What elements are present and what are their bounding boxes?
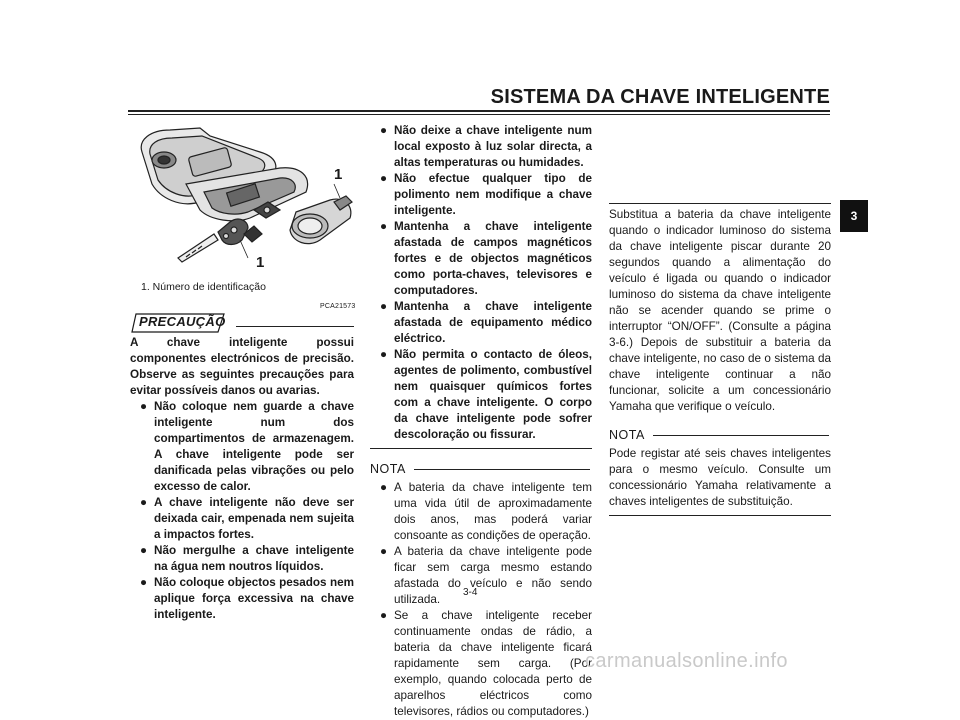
note-1-list [370, 480, 592, 720]
note-2-text: Pode registar até seis chaves inteligentes para o mesmo veículo. Consulte um concessionário Yamaha relativamente a chaves inteligentes de substituição. [609, 447, 831, 508]
figure-caption: 1. Número de identificação [141, 281, 266, 293]
caution-code: PCA21573 [320, 303, 356, 310]
list-item: ● Não coloque objectos pesados nem aplique força excessiva na chave inteligente. [140, 576, 354, 621]
caution-list-b [370, 123, 592, 443]
list-item: ● A bateria da chave inteligente tem uma vida útil de aproximadamente dois anos, mas poderá variar consoante as condições de operação. [380, 481, 592, 542]
battery-replace-text: Substitua a bateria da chave inteligente quando o indicador luminoso do sistema da chave inteligente piscar durante 20 segundos quando a alimentação do veículo é ligada ou quando o indicador luminoso do sistema da chave inteligente não se acender quando se prime o interruptor “ON/OFF”. (Consulte a página 3-6.) Depois de substituir a bateria da chave inteligente, no caso de o sistema da chave inteligente continuar a não funcionar, solicite a um concessionário Yamaha que verifique o veículo. [609, 208, 831, 413]
watermark: carmanualsonline.info [585, 650, 788, 672]
note-2-header [609, 427, 831, 443]
bullet-icon: ● [380, 124, 388, 137]
page-title: SISTEMA DA CHAVE INTELIGENTE [490, 86, 830, 108]
note-2-end-rule [609, 515, 831, 516]
caution-badge-label: PRECAUÇÃO [139, 314, 226, 329]
caution-list-a [130, 399, 354, 623]
bullet-icon: ● [140, 400, 148, 413]
title-divider-secondary [128, 114, 830, 115]
bullet-icon: ● [380, 172, 388, 185]
caution-intro: A chave inteligente possui componentes electrónicos de precisão. Observe as seguintes precauções para evitar possíveis danos ou avarias. [130, 336, 354, 397]
bullet-icon: ● [380, 609, 388, 622]
chapter-tab: 3 [840, 200, 868, 232]
note-1-end-rule [609, 203, 831, 204]
list-item: ● Não coloque nem guarde a chave inteligente num dos compartimentos de armazenagem. A chave inteligente pode ser danificada pelas vibrações ou pelo excesso de calor. [140, 400, 354, 493]
note-2-rule [653, 435, 829, 436]
page-number: 3-4 [463, 587, 478, 598]
callout-1-upper: 1 [334, 166, 343, 183]
caution-end-rule [370, 448, 592, 449]
list-item: ● Não mergulhe a chave inteligente na água nem noutros líquidos. [140, 544, 354, 573]
list-item: ● Não efectue qualquer tipo de polimento nem modifique a chave inteligente. [380, 172, 592, 217]
bullet-icon: ● [380, 300, 388, 313]
note-1-rule [414, 469, 590, 470]
caution-rule [236, 326, 354, 327]
callout-1-lower: 1 [256, 254, 265, 271]
bullet-icon: ● [380, 481, 388, 494]
bullet-icon: ● [380, 545, 388, 558]
bullet-icon: ● [380, 348, 388, 361]
column-1 [130, 335, 354, 623]
list-item: ● Não permita o contacto de óleos, agentes de polimento, combustível nem quaisquer químicos fortes com a chave inteligente. O corpo da chave inteligente pode sofrer descoloração ou fissurar. [380, 348, 592, 441]
column-3 [609, 123, 831, 516]
note-2-label: NOTA [609, 428, 645, 442]
list-item: ● A bateria da chave inteligente pode ficar sem carga mesmo estando afastada do veículo e não sendo utilizada. [380, 545, 592, 606]
note-1-label: NOTA [370, 462, 406, 476]
bullet-icon: ● [380, 220, 388, 233]
column-2 [370, 123, 592, 720]
note-1-header [370, 461, 592, 477]
bullet-icon: ● [140, 544, 148, 557]
list-item: ● A chave inteligente não deve ser deixada cair, empenada nem sujeita a impactos fortes. [140, 496, 354, 541]
list-item: ● Mantenha a chave inteligente afastada de equipamento médico eléctrico. [380, 300, 592, 345]
list-item: ● Se a chave inteligente receber continuamente ondas de rádio, a bateria da chave inteligente ficará rapidamente sem carga. (Por exemplo, quando colocada perto de aparelhos eléctricos como televisores, rádios ou computadores.) [380, 609, 592, 718]
list-item: ● Não deixe a chave inteligente num local exposto à luz solar directa, a altas temperaturas ou humidades. [380, 124, 592, 169]
title-divider [128, 110, 830, 112]
list-item: ● Mantenha a chave inteligente afastada de campos magnéticos fortes e de objectos magnéticos como porta-chaves, televisores e computadores. [380, 220, 592, 297]
bullet-icon: ● [140, 576, 148, 589]
smart-key-illustration [130, 122, 360, 280]
bullet-icon: ● [140, 496, 148, 509]
